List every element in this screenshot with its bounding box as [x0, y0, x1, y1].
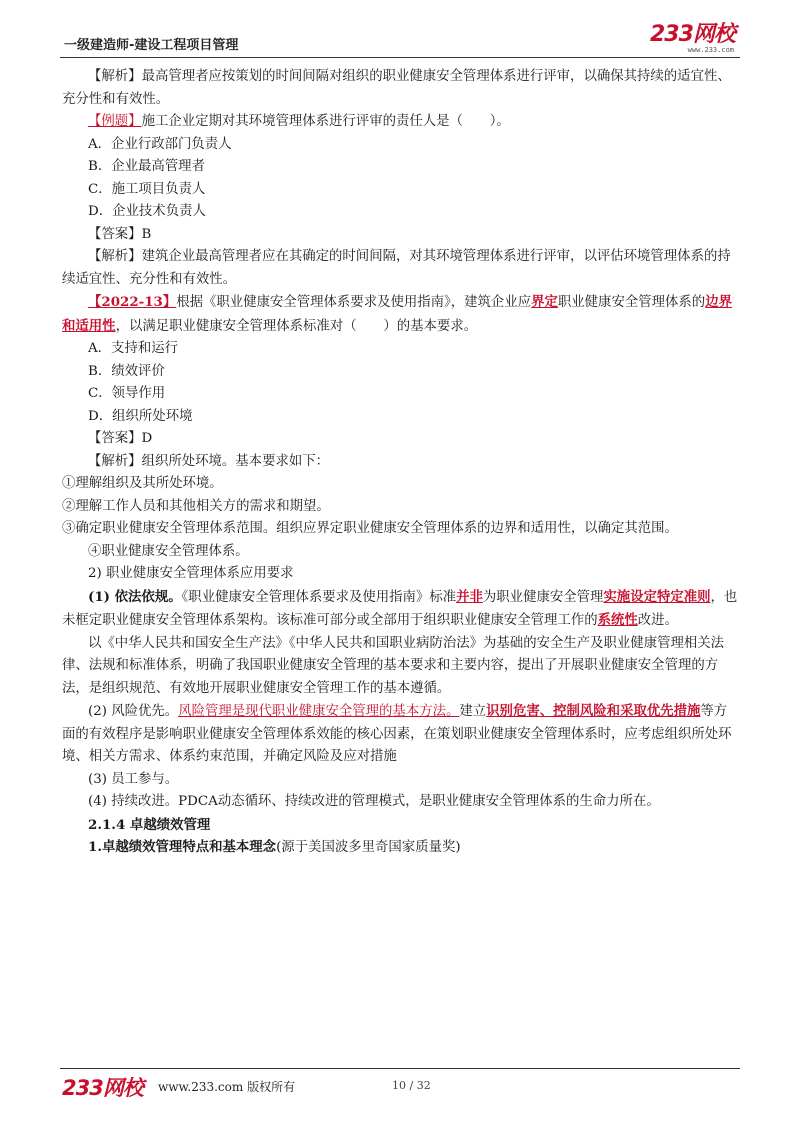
- page-number: 10 / 32: [392, 1079, 431, 1092]
- exam-tag: 【2022-13】: [88, 294, 177, 310]
- option-d: D．企业技术负责人: [88, 204, 206, 219]
- brand-logo-url: www.233.com: [687, 46, 734, 54]
- subsection-heading: 2.1.4 卓越绩效管理: [88, 816, 211, 833]
- option-a: A．支持和运行: [88, 341, 179, 356]
- answer: 【答案】B: [88, 226, 152, 242]
- option-b: B．企业最高管理者: [88, 159, 205, 174]
- example-tag: 【例题】: [88, 114, 142, 129]
- section-heading: 2) 职业健康安全管理体系应用要求: [88, 566, 294, 581]
- list-item: ②理解工作人员和其他相关方的需求和期望。: [62, 498, 330, 514]
- option-d: D．组织所处环境: [88, 408, 193, 424]
- page-header: [62, 24, 738, 56]
- analysis-paragraph: 【解析】组织所处环境。基本要求如下：: [88, 453, 330, 469]
- header-title: 一级建造师-建设工程项目管理: [64, 38, 239, 53]
- requirement-4: (4) 持续改进。PDCA动态循环、持续改进的管理模式，是职业健康安全管理体系的生命力所在。: [88, 794, 660, 809]
- answer: 【答案】D: [88, 431, 153, 446]
- list-item: ③确定职业健康安全管理体系范围。组织应界定职业健康安全管理体系的边界和适用性，以确定其范围。: [62, 521, 678, 536]
- option-b: B．绩效评价: [88, 363, 165, 379]
- requirement-2: (2) 风险优先。风险管理是现代职业健康安全管理的基本方法。建立识别危害、控制风险和采取优先措施等方面的有效程序是影响职业健康安全管理体系效能的核心因素，在策划职业健康安全管理体系时，应考虑组织所处环境、相关方需求、体系约束范围，并确定风险及应对措施: [62, 703, 732, 764]
- exam-question: 【2022-13】根据《职业健康安全管理体系要求及使用指南》，建筑企业应界定职业健康安全管理体系的边界和适用性，以满足职业健康安全管理体系标准对（ ）的基本要求。: [62, 294, 732, 334]
- page-content: [62, 66, 738, 860]
- analysis-paragraph: 【解析】建筑企业最高管理者应在其确定的时间间隔，对其环境管理体系进行评审，以评估环境管理体系的持续适宜性、充分性和有效性。: [62, 249, 731, 287]
- list-item: ①理解组织及其所处环境。: [62, 476, 223, 491]
- example-question: 【例题】施工企业定期对其环境管理体系进行评审的责任人是（ ）。: [88, 114, 510, 129]
- requirement-3: (3) 员工参与。: [88, 771, 179, 787]
- brand-logo[interactable]: [650, 24, 738, 54]
- brand-logo-text: 233网校: [650, 22, 735, 47]
- option-c: C．领导作用: [88, 386, 166, 401]
- footer-divider: [60, 1068, 740, 1069]
- requirement-1-detail: 以《中华人民共和国安全生产法》《中华人民共和国职业病防治法》为基础的安全生产及职业健康管理相关法律、法规和标准体系，明确了我国职业健康安全管理的基本要求和主要内容，提出了开展职业健康安全管理的方法，是组织规范、有效地开展职业健康安全管理工作的基本遵循。: [62, 635, 725, 696]
- analysis-paragraph: 【解析】最高管理者应按策划的时间间隔对组织的职业健康安全管理体系进行评审，以确保其持续的适宜性、充分性和有效性。: [62, 69, 731, 107]
- option-a: A．企业行政部门负责人: [88, 136, 232, 152]
- page-footer: [62, 1072, 738, 1100]
- copyright-text: www.233.com 版权所有: [158, 1080, 296, 1094]
- subsection-title: 1.卓越绩效管理特点和基本理念(源于美国波多里奇国家质量奖): [88, 839, 461, 855]
- list-item: ④职业健康安全管理体系。: [88, 543, 249, 559]
- header-divider: [60, 57, 740, 58]
- footer-logo[interactable]: 233网校: [62, 1076, 143, 1100]
- requirement-1: (1) 依法依规。《职业健康安全管理体系要求及使用指南》标准并非为职业健康安全管理实施设定特定准则，也未框定职业健康安全管理体系架构。该标准可部分或全部用于组织职业健康安全管理工作的系统性改进。: [62, 588, 738, 628]
- option-c: C．施工项目负责人: [88, 181, 206, 197]
